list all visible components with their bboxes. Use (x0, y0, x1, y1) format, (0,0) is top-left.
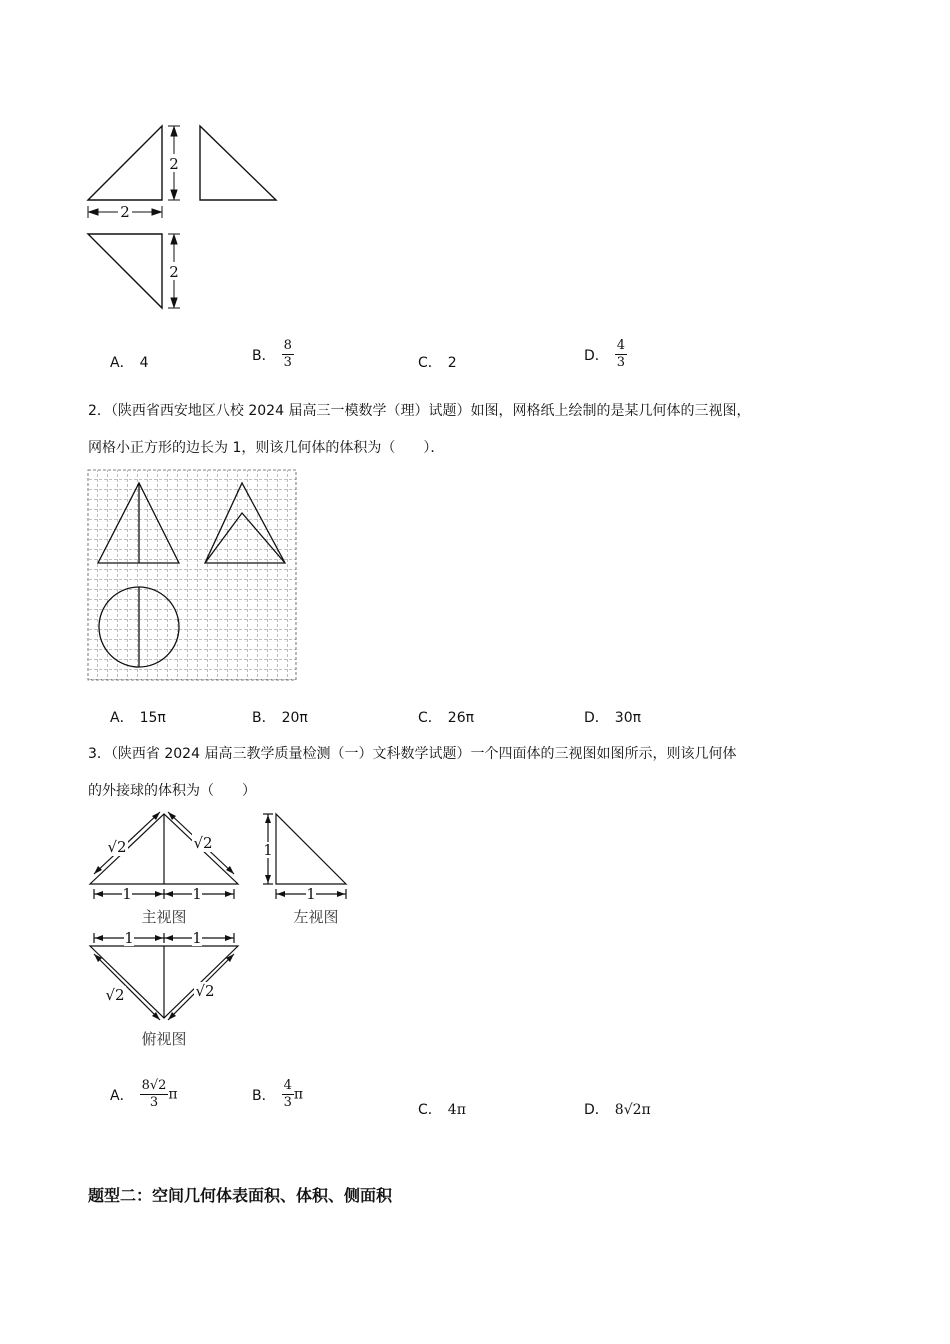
q2-stem-line1: 2．（陕西省西安地区八校 2024 届高三一模数学（理）试题）如图，网格纸上绘制的是某几何体的三视图， (88, 403, 751, 419)
q3-left-view-caption: 左视图 (293, 908, 339, 926)
q1-dim-vertical-top: 2 (169, 155, 179, 173)
q2-option-b[interactable]: B． 20π (252, 710, 308, 726)
q1-top-triangle (88, 234, 162, 308)
q1-option-a[interactable]: A． 4 (110, 355, 149, 371)
q3-top-dim-1-right: 1 (192, 929, 202, 947)
q2-grid-background (88, 470, 296, 680)
q3-front-sqrt2-right: √2 (193, 834, 213, 852)
q3-option-b[interactable]: B． $\frac{4}{3}$ π (252, 1078, 304, 1110)
q3-option-b-fraction: $\frac{4}{3}$ (283, 1078, 292, 1110)
q3-stem-line2: 的外接球的体积为（ ） (88, 783, 256, 799)
q3-front-view-caption: 主视图 (141, 908, 187, 926)
q3-top-sqrt2-right: √2 (195, 982, 215, 1000)
q3-top-sqrt2-left: √2 (105, 986, 125, 1004)
q3-left-dim-horizontal: 1 (306, 885, 316, 903)
q3-front-sqrt2-left: √2 (107, 838, 127, 856)
q2-option-a[interactable]: A． 15π (110, 710, 166, 726)
q2-grid-three-view-figure (87, 469, 299, 683)
q3-option-a[interactable]: A． $\frac{8√2}{3}$ π (110, 1078, 178, 1110)
q3-option-a-fraction: $\frac{8√2}{3}$ (141, 1078, 167, 1110)
q1-option-b[interactable]: B． $\frac{8}{3}$ (252, 338, 292, 370)
q1-option-d-fraction: $\frac{4}{3}$ (616, 338, 626, 370)
q3-front-dim-1-right: 1 (192, 885, 202, 903)
q3-left-view (276, 814, 346, 884)
q3-option-c[interactable]: C． 4π (418, 1102, 466, 1118)
q1-dim-vertical-bottom: 2 (169, 263, 179, 281)
q2-option-d[interactable]: D． 30π (584, 710, 642, 726)
q1-option-d[interactable]: D． $\frac{4}{3}$ (584, 338, 626, 370)
q1-option-b-fraction: $\frac{8}{3}$ (283, 338, 292, 370)
q3-front-dim-1-left: 1 (122, 885, 132, 903)
q1-three-view-figure (80, 118, 290, 318)
q2-option-c[interactable]: C． 26π (418, 710, 475, 726)
q3-three-view-figure (80, 810, 370, 1055)
q3-stem-line1: 3．（陕西省 2024 届高三教学质量检测（一）文科数学试题）一个四面体的三视图如图所示，则该几何体 (88, 746, 737, 762)
q2-number: 2． (88, 403, 111, 419)
q3-left-dim-vertical: 1 (263, 841, 273, 859)
q1-side-triangle (200, 126, 276, 200)
q1-front-triangle (88, 126, 162, 200)
q3-number: 3． (88, 746, 111, 762)
q1-dim-horizontal: 2 (120, 203, 130, 221)
q1-option-c[interactable]: C． 2 (418, 355, 457, 371)
q3-top-view-caption: 俯视图 (141, 1030, 187, 1048)
q3-top-dim-1-left: 1 (124, 929, 134, 947)
q3-option-d[interactable]: D． 8√2π (584, 1102, 651, 1118)
q2-stem-line2: 网格小正方形的边长为 1，则该几何体的体积为（ ）． (88, 440, 445, 456)
section-heading: 题型二：空间几何体表面积、体积、侧面积 (88, 1186, 393, 1205)
